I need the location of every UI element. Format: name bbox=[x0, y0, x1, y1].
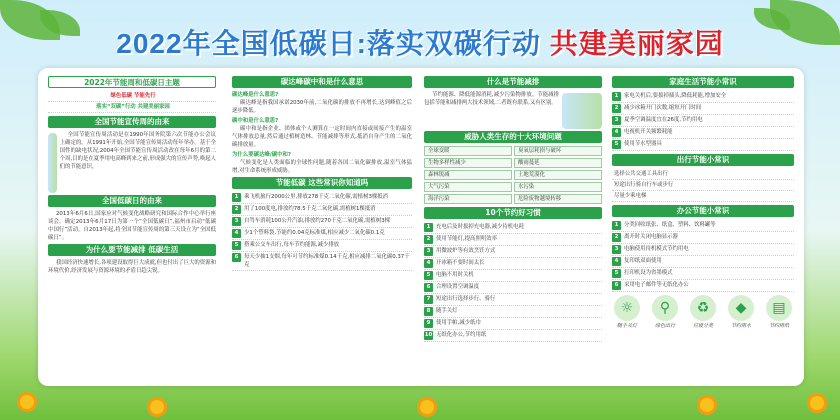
paragraph: 我国经济快速增长,各项建设取得巨大成就,但也付出了巨大的资源和环境代价,经济发展与资源环境的矛盾日趋尖锐。 bbox=[48, 260, 216, 274]
title-main: 2022年全国低碳日:落实双碳行动 bbox=[116, 28, 541, 59]
threat-cell: 水污染 bbox=[514, 182, 602, 192]
list-item: 6 合理设置空调温度 bbox=[424, 282, 602, 294]
list-item: 3 电脑使用待机模式节约用电 bbox=[612, 244, 794, 256]
list-item: 2 减少冰箱开门次数,缩短开门时间 bbox=[612, 103, 794, 115]
list-item: 7 短途出行选择步行、骑行 bbox=[424, 294, 602, 306]
threat-cell: 危险废物越境转移 bbox=[514, 194, 602, 204]
list-item: 2 离开时关闭电脑显示器 bbox=[612, 232, 794, 244]
list-item: 5 电脑不用时关机 bbox=[424, 270, 602, 282]
list-item: 尽量少乘电梯 bbox=[612, 191, 794, 202]
section-header: 10个节约好习惯 bbox=[424, 207, 602, 219]
recycle-icon: ♻ bbox=[690, 295, 716, 321]
list-item: 短途出行骑自行车或步行 bbox=[612, 180, 794, 191]
lightbulb-icon: ☼ bbox=[614, 295, 640, 321]
section-header: 威胁人类生存的十大环境问题 bbox=[424, 131, 602, 143]
answer: 碳达峰是指我国承诺2030年前,二氧化碳的排放不再增长,达到峰值之后逐步降低。 bbox=[232, 100, 412, 114]
threat-cell: 土地荒漠化 bbox=[514, 170, 602, 180]
threat-cell: 海洋污染 bbox=[424, 194, 512, 204]
icon-tip: ☼ 随手关灯 bbox=[612, 295, 642, 330]
list-item: 6 采用电子邮件等无纸化办公 bbox=[612, 280, 794, 292]
section-header: 什么是节能减排 bbox=[424, 76, 602, 88]
threat-cell: 森林锐减 bbox=[424, 170, 512, 180]
section-header: 家庭生活节能小常识 bbox=[612, 76, 794, 88]
question: 碳中和是什么意思? bbox=[232, 118, 279, 124]
answer: 碳中和是指企业、团体或个人测算在一定时间内直接或间接产生的温室气体排放总量,然后通过植树造林、节能减排等形式,抵消自身产生的二氧化碳排放量。 bbox=[232, 126, 412, 148]
list-item: 5 打印机设为省墨模式 bbox=[612, 268, 794, 280]
threat-grid bbox=[424, 146, 602, 204]
list-item: 8 随手关灯 bbox=[424, 306, 602, 318]
page-title bbox=[0, 22, 840, 62]
tips-icon-row bbox=[612, 295, 794, 330]
theme-1: 绿色低碳 节能先行 bbox=[48, 91, 216, 102]
threat-cell: 生物多样性减少 bbox=[424, 158, 512, 168]
column-1 bbox=[48, 76, 216, 277]
list-item: 1 乘飞机旅行2000公里,排放278千克二氧化碳,需植树3棵抵消 bbox=[232, 192, 412, 204]
list-item: 4 电视机开关频繁耗能 bbox=[612, 127, 794, 139]
paragraph: 全国节能宣传周活动是在1990年国务院第六次节能办公会议上确定的。从1991年开始,全国节能宣传周活动每年举办。基于全国性的缺电状况,2004年全国节能宣传周活动改在每年6月的第二个周,目的是在夏季用电高峰到来之前,形成强大的宣传声势,唤起人们的节能意识。 bbox=[59, 132, 216, 170]
threat-cell: 全球变暖 bbox=[424, 146, 512, 156]
icon-tip: ⚲ 绿色出行 bbox=[650, 295, 680, 330]
list-item: 10 无纸化办公,节约用纸 bbox=[424, 330, 602, 342]
section-header: 出行节能小常识 bbox=[612, 154, 794, 166]
paragraph: 2013年6月6日,国家应对气候变化战略研究和国际合作中心举行座谈会。确定2013年6月17日为第一个“全国低碳日”,福州市启动“低碳中国行”活动。自2013年起,将全国节能宣传周的第三天设立为“全国低碳日”。 bbox=[48, 211, 216, 241]
list-item: 1 充电后及时拔掉充电器,减少待机电耗 bbox=[424, 222, 602, 234]
column-3 bbox=[424, 76, 602, 342]
column-4 bbox=[612, 76, 794, 330]
section-header: 碳达峰碳中和是什么意思 bbox=[232, 76, 412, 88]
list-item: 4 少1个塑料袋,节能约0.04克标准煤,相应减少二氧化碳0.1克 bbox=[232, 228, 412, 240]
section-header: 为什么要节能减排 低碳生活 bbox=[48, 244, 216, 256]
list-item: 6 每天少抽1支烟,每年可节约标准煤0.14千克,相应减排二氧化碳0.37千克 bbox=[232, 252, 412, 271]
bicycle-icon: ⚲ bbox=[652, 295, 678, 321]
list-item: 3 自驾车消耗100公升汽油,排放约270千克二氧化碳,需植树3棵 bbox=[232, 216, 412, 228]
list-item: 4 开冰箱不要时间太长 bbox=[424, 258, 602, 270]
list-item: 1 分类回收纸张、纸盒、塑料、饮料罐等 bbox=[612, 220, 794, 232]
icon-tip: ♻ 垃圾分类 bbox=[688, 295, 718, 330]
section-header: 全国节能宣传周的由来 bbox=[48, 116, 216, 128]
question: 为什么要碳达峰/碳中和? bbox=[232, 152, 292, 158]
list-item: 4 复印纸双面使用 bbox=[612, 256, 794, 268]
section-header: 全国低碳日的由来 bbox=[48, 195, 216, 207]
list-item: 3 夏季空调温度宜在26度,节约用电 bbox=[612, 115, 794, 127]
lightbulb-illustration bbox=[562, 93, 602, 129]
list-item: 1 家电关机后,要拔掉插头,降低耗能,增加安全 bbox=[612, 91, 794, 103]
threat-cell: 臭氧层耗损与破坏 bbox=[514, 146, 602, 156]
section-header: 办公节能小常识 bbox=[612, 205, 794, 217]
paper-icon: ▤ bbox=[766, 295, 792, 321]
flower-decoration bbox=[700, 398, 714, 412]
flower-decoration bbox=[150, 400, 164, 414]
list-item: 2 使用节能灯,提高照明效率 bbox=[424, 234, 602, 246]
theme-2: 落实“双碳”行动 共建美丽家园 bbox=[48, 102, 216, 113]
flower-decoration bbox=[20, 395, 34, 409]
list-item: 5 搭乘公交车出行,每车节约能源,减少排放 bbox=[232, 240, 412, 252]
flower-decoration bbox=[810, 396, 824, 410]
list-item: 5 使用节水型器具 bbox=[612, 139, 794, 151]
list-item: 3 用微波炉等有效烹饪方式 bbox=[424, 246, 602, 258]
title-accent: 共建美丽家园 bbox=[549, 28, 724, 59]
water-drop-icon: ◆ bbox=[728, 295, 754, 321]
threat-cell: 大气污染 bbox=[424, 182, 512, 192]
icon-tip: ▤ 节约用纸 bbox=[764, 295, 794, 330]
list-item: 9 使用手帕,减少纸巾 bbox=[424, 318, 602, 330]
list-item: 2 用了100度电,排放约78.5千克二氧化碳,需植树1棵抵消 bbox=[232, 204, 412, 216]
threat-cell: 酸雨蔓延 bbox=[514, 158, 602, 168]
question: 碳达峰是什么意思? bbox=[232, 92, 279, 98]
list-item: 选择公共交通工具出行 bbox=[612, 169, 794, 180]
section-header: 节能低碳 这些常识你知道吗 bbox=[232, 177, 412, 189]
answer: 气候变化是人类面临的全球性问题,随着各国二氧化碳排放,温室气体猛增,对生命系统形成威胁。 bbox=[232, 160, 412, 174]
section-header: 2022年节能周和低碳日主题 bbox=[48, 76, 216, 88]
column-2 bbox=[232, 76, 412, 271]
icon-tip: ◆ 节约用水 bbox=[726, 295, 756, 330]
earth-illustration bbox=[48, 133, 57, 193]
flower-decoration bbox=[420, 400, 434, 414]
paragraph: 节约能源、降低能源消耗,减少污染物排放。节能减排包括节能和减排两大技术领域,二者既有联系,又有区别。 bbox=[424, 92, 559, 106]
